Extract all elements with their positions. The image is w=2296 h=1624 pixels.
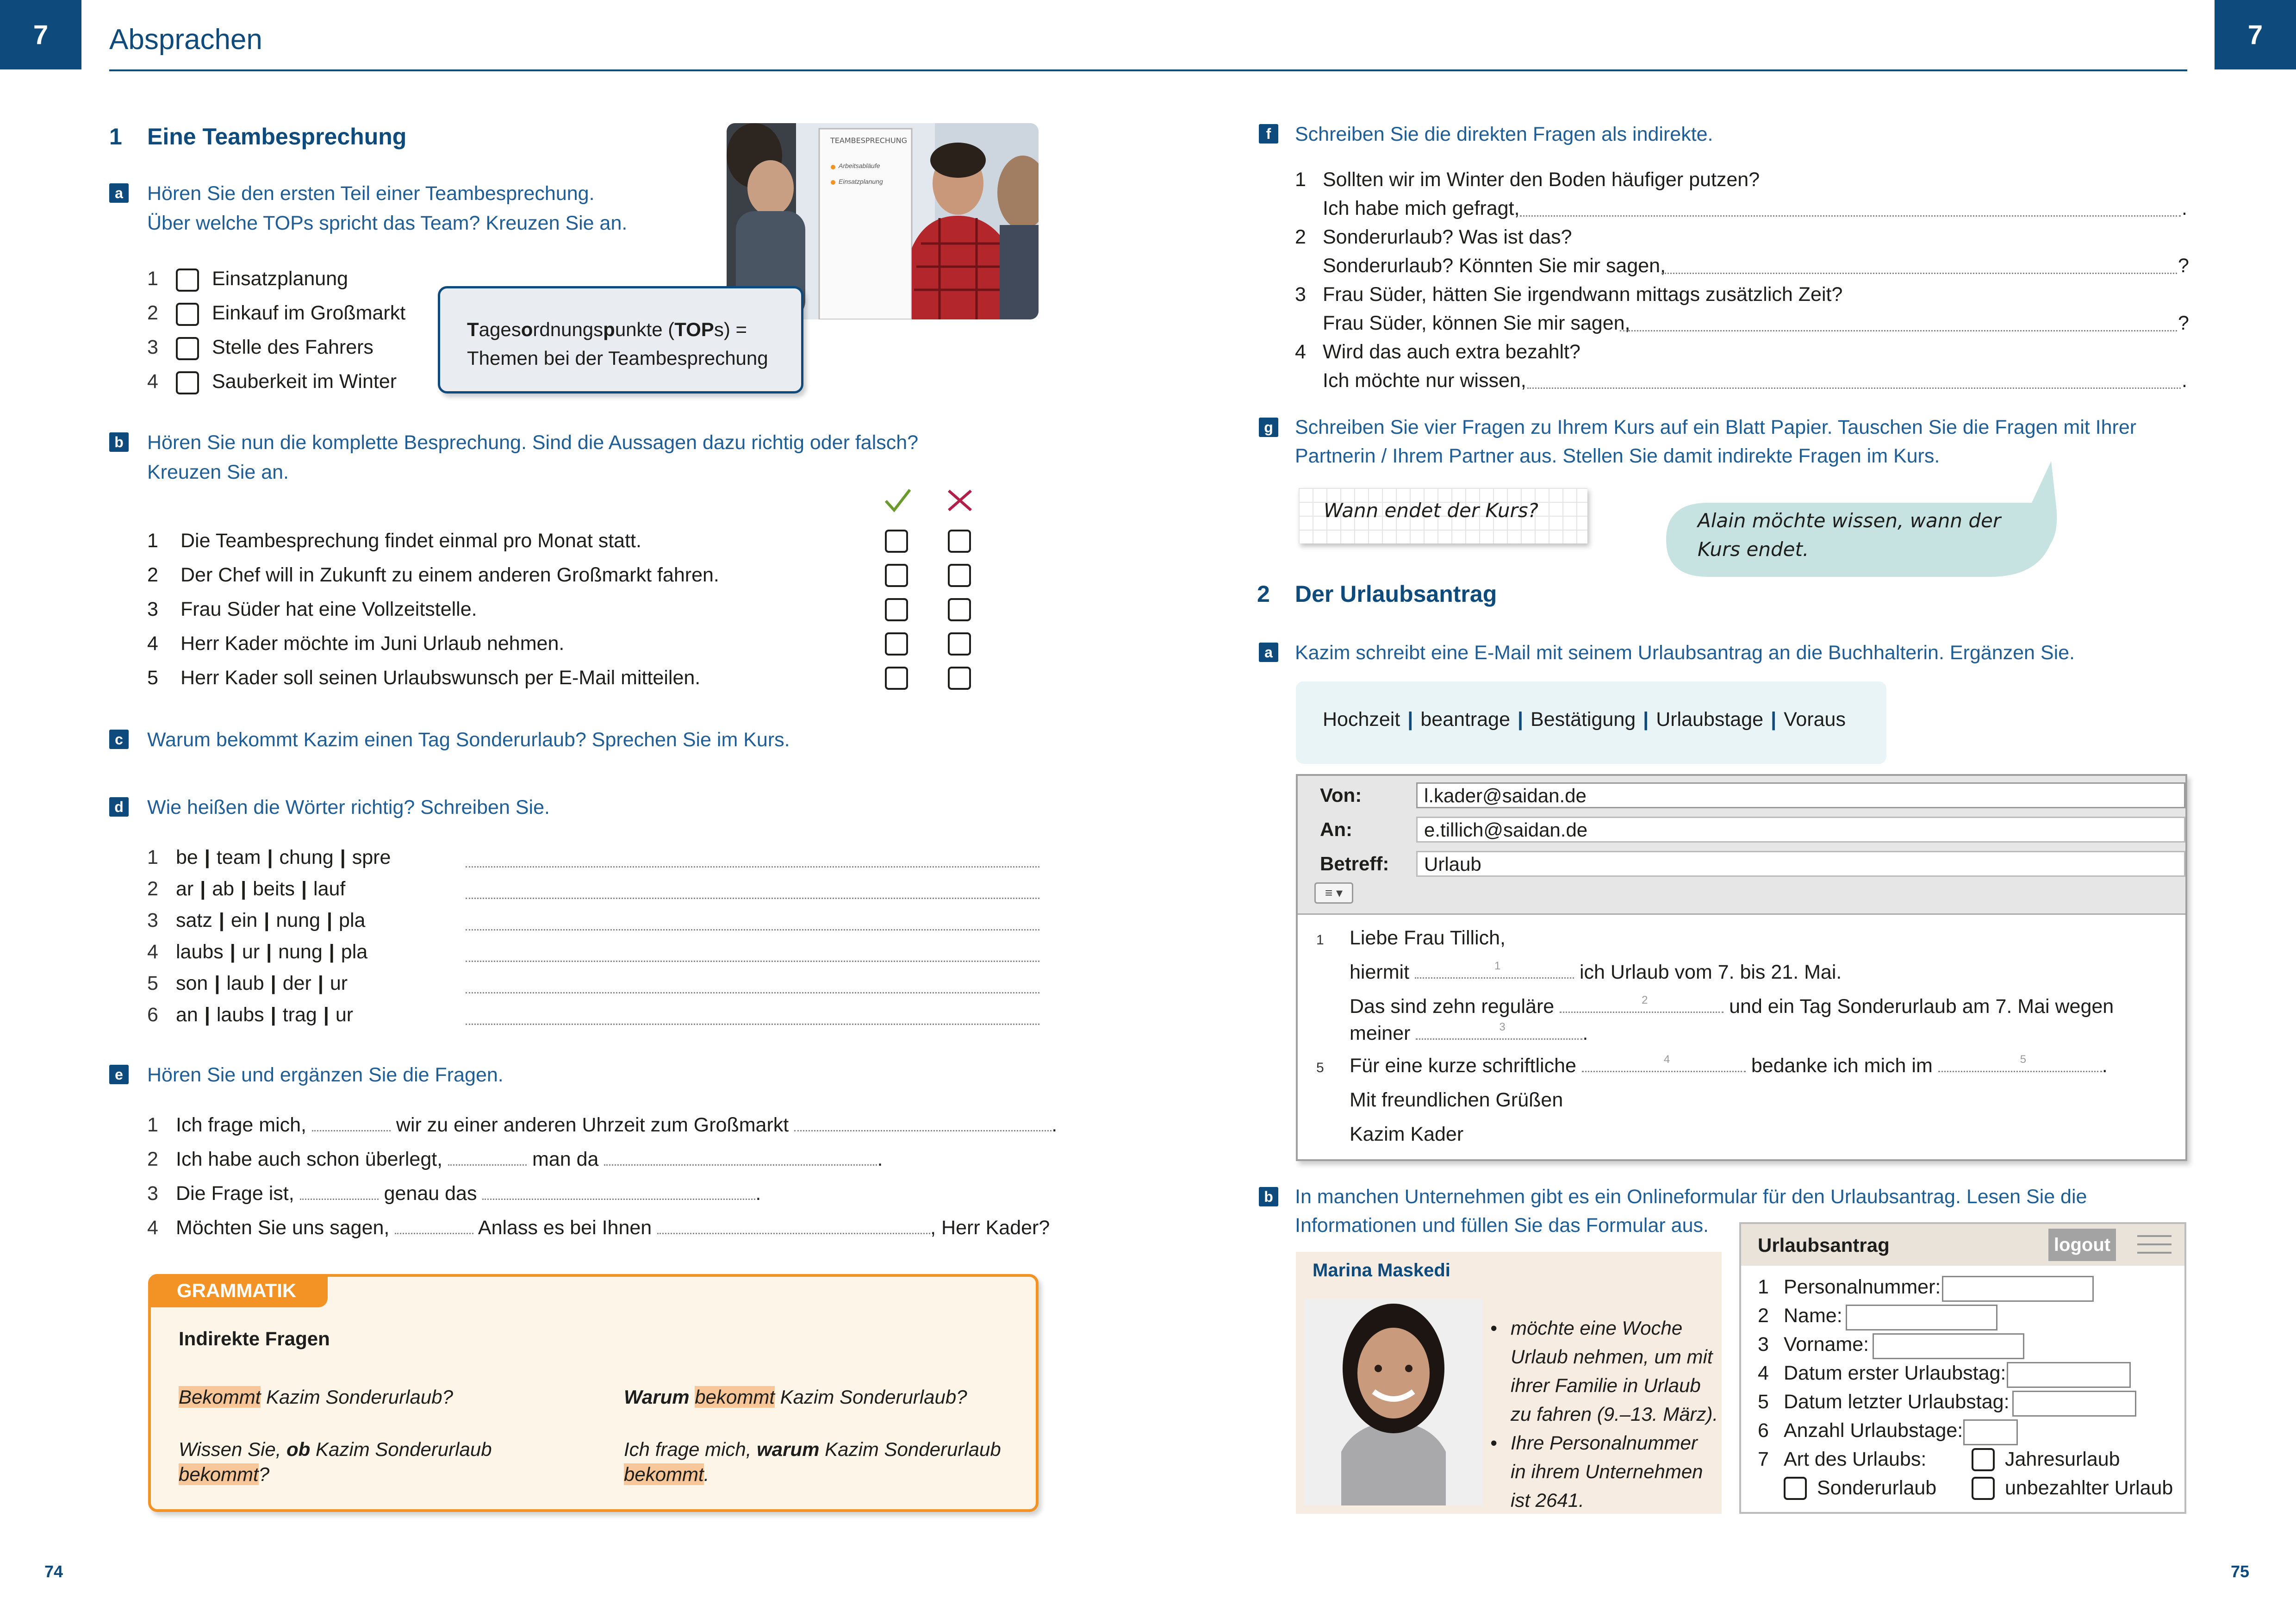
true-checkbox[interactable] <box>885 530 908 553</box>
list-item: 3 Frau Süder, hätten Sie irgendwann mittags zusätzlich Zeit? <box>1295 283 1843 306</box>
checkbox[interactable] <box>176 371 199 394</box>
task-g-instruction: Schreiben Sie vier Fragen zu Ihrem Kurs auf ein Blatt Papier. Tauschen Sie die Fragen mit Ihrer Partnerin / Ihrem Partner aus. Stellen Sie damit indirekte Fragen im Kurs. <box>1295 416 2137 467</box>
option-label: unbezahlter Urlaub <box>2005 1477 2173 1499</box>
true-checkbox[interactable] <box>885 667 908 690</box>
form-title: Urlaubsantrag <box>1758 1234 1890 1256</box>
task-letter-a2: a <box>1259 643 1278 662</box>
list-item: 5 son | laub | der | ur <box>147 972 348 994</box>
list-item: 4 Herr Kader möchte im Juni Urlaub nehmen. <box>147 632 565 655</box>
answer-gap[interactable] <box>657 1217 930 1234</box>
list-item: 3 Frau Süder hat eine Vollzeitstelle. <box>147 598 477 620</box>
task-f-instruction: Schreiben Sie die direkten Fragen als indirekte. <box>1295 123 1713 145</box>
task-c-instruction: Warum bekommt Kazim einen Tag Sonderurlaub? Sprechen Sie im Kurs. <box>147 729 790 751</box>
task-letter-b: b <box>109 432 129 452</box>
answer-line[interactable] <box>466 929 1039 931</box>
checkbox[interactable] <box>176 337 199 360</box>
check-icon <box>884 488 912 513</box>
list-item-end: ? <box>2178 255 2189 277</box>
list-item: 6 an | laubs | trag | ur <box>147 1004 354 1026</box>
list-item: 2 Sonderurlaub? Was ist das? <box>1295 226 1572 248</box>
task-d-instruction: Wie heißen die Wörter richtig? Schreiben Sie. <box>147 796 550 818</box>
task-letter-b2: b <box>1259 1187 1278 1206</box>
gap-sentence: 1 Ich frage mich, wir zu einer anderen Uhrzeit zum Großmarkt . <box>147 1114 1058 1136</box>
answer-gap[interactable] <box>300 1182 379 1200</box>
form-row: 5 Datum letzter Urlaubstag: <box>1758 1391 2010 1413</box>
grammar-tab: GRAMMATIK <box>148 1274 328 1307</box>
answer-gap[interactable]: 1 <box>1415 960 1574 979</box>
answer-gap[interactable] <box>312 1114 391 1131</box>
answer-line[interactable] <box>466 992 1039 993</box>
list-item: 2 Einkauf im Großmarkt <box>147 299 405 327</box>
subject-label: Betreff: <box>1320 853 1389 874</box>
list-item: 4 Wird das auch extra bezahlt? <box>1295 341 1580 363</box>
email-line: meiner 3 . <box>1350 1021 1588 1044</box>
task-letter-a: a <box>109 183 129 203</box>
line-number: 5 <box>1316 1060 1324 1075</box>
list-item: 1 Einsatzplanung <box>147 265 348 293</box>
paper-note: Wann endet der Kurs? <box>1299 488 1587 543</box>
answer-gap[interactable]: 2 <box>1560 994 1724 1013</box>
to-label: An: <box>1320 818 1352 840</box>
answer-line[interactable] <box>1661 272 2177 274</box>
subject-field[interactable]: Urlaub <box>1416 851 2185 877</box>
from-label: Von: <box>1320 784 1362 806</box>
email-line: Liebe Frau Tillich, <box>1350 927 1506 949</box>
grammar-heading: Indirekte Fragen <box>179 1328 330 1349</box>
email-line: Mit freundlichen Grüßen <box>1350 1089 1563 1111</box>
chapter-title: Absprachen <box>109 24 262 56</box>
task-2a-instruction: Kazim schreibt eine E-Mail mit seinem Urlaubsantrag an die Buchhalterin. Ergänzen Sie. <box>1295 642 2075 664</box>
answer-gap[interactable] <box>448 1148 527 1166</box>
flipchart-line: Einsatzplanung <box>839 178 883 185</box>
email-line: Kazim Kader <box>1350 1123 1464 1145</box>
speech-bubble-text: Alain möchte wissen, wann der Kurs endet. <box>1698 509 2001 561</box>
day-count-input[interactable] <box>1963 1419 2018 1445</box>
grammar-example: Wissen Sie, ob Kazim Sonderurlaub bekommt? <box>179 1438 492 1485</box>
option-label: Sonderurlaub <box>1817 1477 1937 1499</box>
list-item: Ich möchte nur wissen, <box>1323 369 1526 392</box>
false-checkbox[interactable] <box>948 667 971 690</box>
from-field[interactable]: l.kader@saidan.de <box>1416 782 2185 808</box>
answer-line[interactable] <box>466 897 1039 899</box>
grammar-example: Bekommt Kazim Sonderurlaub? <box>179 1386 453 1408</box>
logout-button[interactable]: logout <box>2048 1229 2116 1261</box>
gap-sentence: 2 Ich habe auch schon überlegt, man da . <box>147 1148 883 1170</box>
task-letter-d: d <box>109 797 129 817</box>
firstname-input[interactable] <box>1873 1333 2024 1359</box>
section-2-heading: 2 Der Urlaubsantrag <box>1257 581 1497 607</box>
email-line: Das sind zehn reguläre 2 und ein Tag Sonderurlaub am 7. Mai wegen <box>1350 994 2114 1018</box>
false-checkbox[interactable] <box>948 530 971 553</box>
answer-gap[interactable]: 5 <box>1938 1054 2102 1072</box>
true-checkbox[interactable] <box>885 598 908 621</box>
false-checkbox[interactable] <box>948 632 971 656</box>
list-item-end: ? <box>2178 312 2189 334</box>
true-checkbox[interactable] <box>885 564 908 587</box>
form-row: 6 Anzahl Urlaubstage: <box>1758 1419 1963 1442</box>
list-item: 2 ar | ab | beits | lauf <box>147 878 346 900</box>
list-item: 1 Die Teambesprechung findet einmal pro Monat statt. <box>147 530 641 552</box>
answer-gap[interactable] <box>794 1114 1052 1131</box>
grammar-box <box>148 1274 1039 1512</box>
name-input[interactable] <box>1846 1305 1997 1330</box>
vacation-form <box>1739 1222 2186 1514</box>
page-number-left: 74 <box>44 1562 63 1581</box>
unit-number-left: 7 <box>0 0 81 69</box>
task-letter-f: f <box>1259 124 1278 144</box>
list-item-end: . <box>2182 197 2187 219</box>
personnel-number-input[interactable] <box>1942 1276 2094 1302</box>
list-item: 4 laubs | ur | nung | pla <box>147 941 368 963</box>
task-2b-instruction: In manchen Unternehmen gibt es ein Onlineformular für den Urlaubsantrag. Lesen Sie die Informationen und füllen Sie das Formular aus. <box>1295 1186 2087 1237</box>
special-leave-checkbox[interactable] <box>1784 1477 1807 1500</box>
first-day-input[interactable] <box>2007 1362 2131 1388</box>
checkbox[interactable] <box>176 303 199 326</box>
answer-gap[interactable]: 4 <box>1582 1054 1746 1072</box>
list-item: 5 Herr Kader soll seinen Urlaubswunsch per E-Mail mitteilen. <box>147 667 701 689</box>
false-checkbox[interactable] <box>948 598 971 621</box>
top-definition-box: Tagesordnungspunkte (TOPs) = Themen bei der Teambesprechung <box>438 286 803 394</box>
task-a-instruction: Hören Sie den ersten Teil einer Teambesprechung. Über welche TOPs spricht das Team? Kreuzen Sie an. <box>147 182 628 234</box>
gap-sentence: 3 Die Frage ist, genau das . <box>147 1182 761 1205</box>
profile-photo <box>1304 1299 1483 1505</box>
option-label: Jahresurlaub <box>2005 1448 2120 1470</box>
task-e-instruction: Hören Sie und ergänzen Sie die Fragen. <box>147 1064 504 1086</box>
form-row: 3 Vorname: <box>1758 1333 1869 1355</box>
list-item: 1 Sollten wir im Winter den Boden häufiger putzen? <box>1295 169 1760 191</box>
form-row: 7 Art des Urlaubs: <box>1758 1448 1927 1470</box>
profile-card <box>1296 1252 1722 1514</box>
answer-line[interactable] <box>466 960 1039 962</box>
list-item: 1 be | team | chung | spre <box>147 846 391 868</box>
unit-number-right: 7 <box>2215 0 2296 69</box>
gap-sentence: 4 Möchten Sie uns sagen, Anlass es bei Ihnen , Herr Kader? <box>147 1217 1050 1239</box>
grammar-example: Warum bekommt Kazim Sonderurlaub? <box>624 1386 967 1408</box>
task-b-instruction: Hören Sie nun die komplette Besprechung. Sind die Aussagen dazu richtig oder falsch? Kreuzen Sie an. <box>147 431 919 483</box>
profile-info: • möchte eine Woche Urlaub nehmen, um mit ihrer Familie in Urlaub zu fahren (9.–13. März). • Ihre Personalnummer in ihrem Unternehmen ist 2641. <box>1490 1317 1718 1511</box>
header-rule <box>109 69 2187 71</box>
answer-gap[interactable] <box>482 1182 755 1200</box>
task-letter-c: c <box>109 730 129 749</box>
annual-leave-checkbox[interactable] <box>1972 1448 1995 1471</box>
menu-icon[interactable] <box>2137 1235 2172 1254</box>
task-letter-e: e <box>109 1065 129 1084</box>
answer-line[interactable] <box>1520 215 2181 217</box>
line-number: 1 <box>1316 932 1324 948</box>
format-menu-icon[interactable]: ≡ ▾ <box>1314 882 1353 904</box>
to-field[interactable]: e.tillich@saidan.de <box>1416 817 2185 843</box>
list-item: Frau Süder, können Sie mir sagen, <box>1323 312 1630 334</box>
email-line: Für eine kurze schriftliche 4 bedanke ich mich im 5 . <box>1350 1053 2108 1077</box>
unpaid-leave-checkbox[interactable] <box>1972 1477 1995 1500</box>
flipchart-line: Arbeitsabläufe <box>839 162 880 169</box>
checkbox[interactable] <box>176 269 199 292</box>
profile-name: Marina Maskedi <box>1313 1260 1450 1280</box>
false-checkbox[interactable] <box>948 564 971 587</box>
answer-line[interactable] <box>466 1023 1039 1025</box>
list-item: 3 satz | ein | nung | pla <box>147 909 366 931</box>
answer-line[interactable] <box>466 866 1039 868</box>
form-row: 1 Personalnummer: <box>1758 1276 1941 1298</box>
grammar-example: Ich frage mich, warum Kazim Sonderurlaub bekommt. <box>624 1438 1001 1485</box>
task-letter-g: g <box>1259 418 1278 437</box>
list-item: Ich habe mich gefragt, <box>1323 197 1520 219</box>
email-line: hiermit 1 ich Urlaub vom 7. bis 21. Mai. <box>1350 960 1842 983</box>
true-checkbox[interactable] <box>885 632 908 656</box>
answer-line[interactable] <box>1620 330 2177 331</box>
answer-gap[interactable]: 3 <box>1416 1021 1582 1040</box>
form-row: 4 Datum erster Urlaubstag: <box>1758 1362 2006 1384</box>
list-item: Sonderurlaub? Könnten Sie mir sagen, <box>1323 255 1666 277</box>
list-item: 4 Sauberkeit im Winter <box>147 368 397 395</box>
email-window <box>1296 774 2187 1161</box>
flipchart-title: TEAMBESPRECHUNG <box>830 136 908 145</box>
list-item-end: . <box>2182 369 2187 392</box>
word-box: Hochzeit | beantrage | Bestätigung | Urlaubstage | Voraus <box>1296 681 1886 764</box>
answer-line[interactable] <box>1527 387 2181 389</box>
page-number-right: 75 <box>2231 1562 2250 1581</box>
answer-gap[interactable] <box>604 1148 877 1166</box>
section-1-heading: 1 Eine Teambesprechung <box>109 124 407 150</box>
form-row: 2 Name: <box>1758 1305 1842 1327</box>
list-item: 2 Der Chef will in Zukunft zu einem anderen Großmarkt fahren. <box>147 564 719 586</box>
last-day-input[interactable] <box>2012 1391 2136 1417</box>
list-item: 3 Stelle des Fahrers <box>147 333 373 361</box>
cross-icon <box>946 488 974 513</box>
answer-gap[interactable] <box>395 1217 473 1234</box>
